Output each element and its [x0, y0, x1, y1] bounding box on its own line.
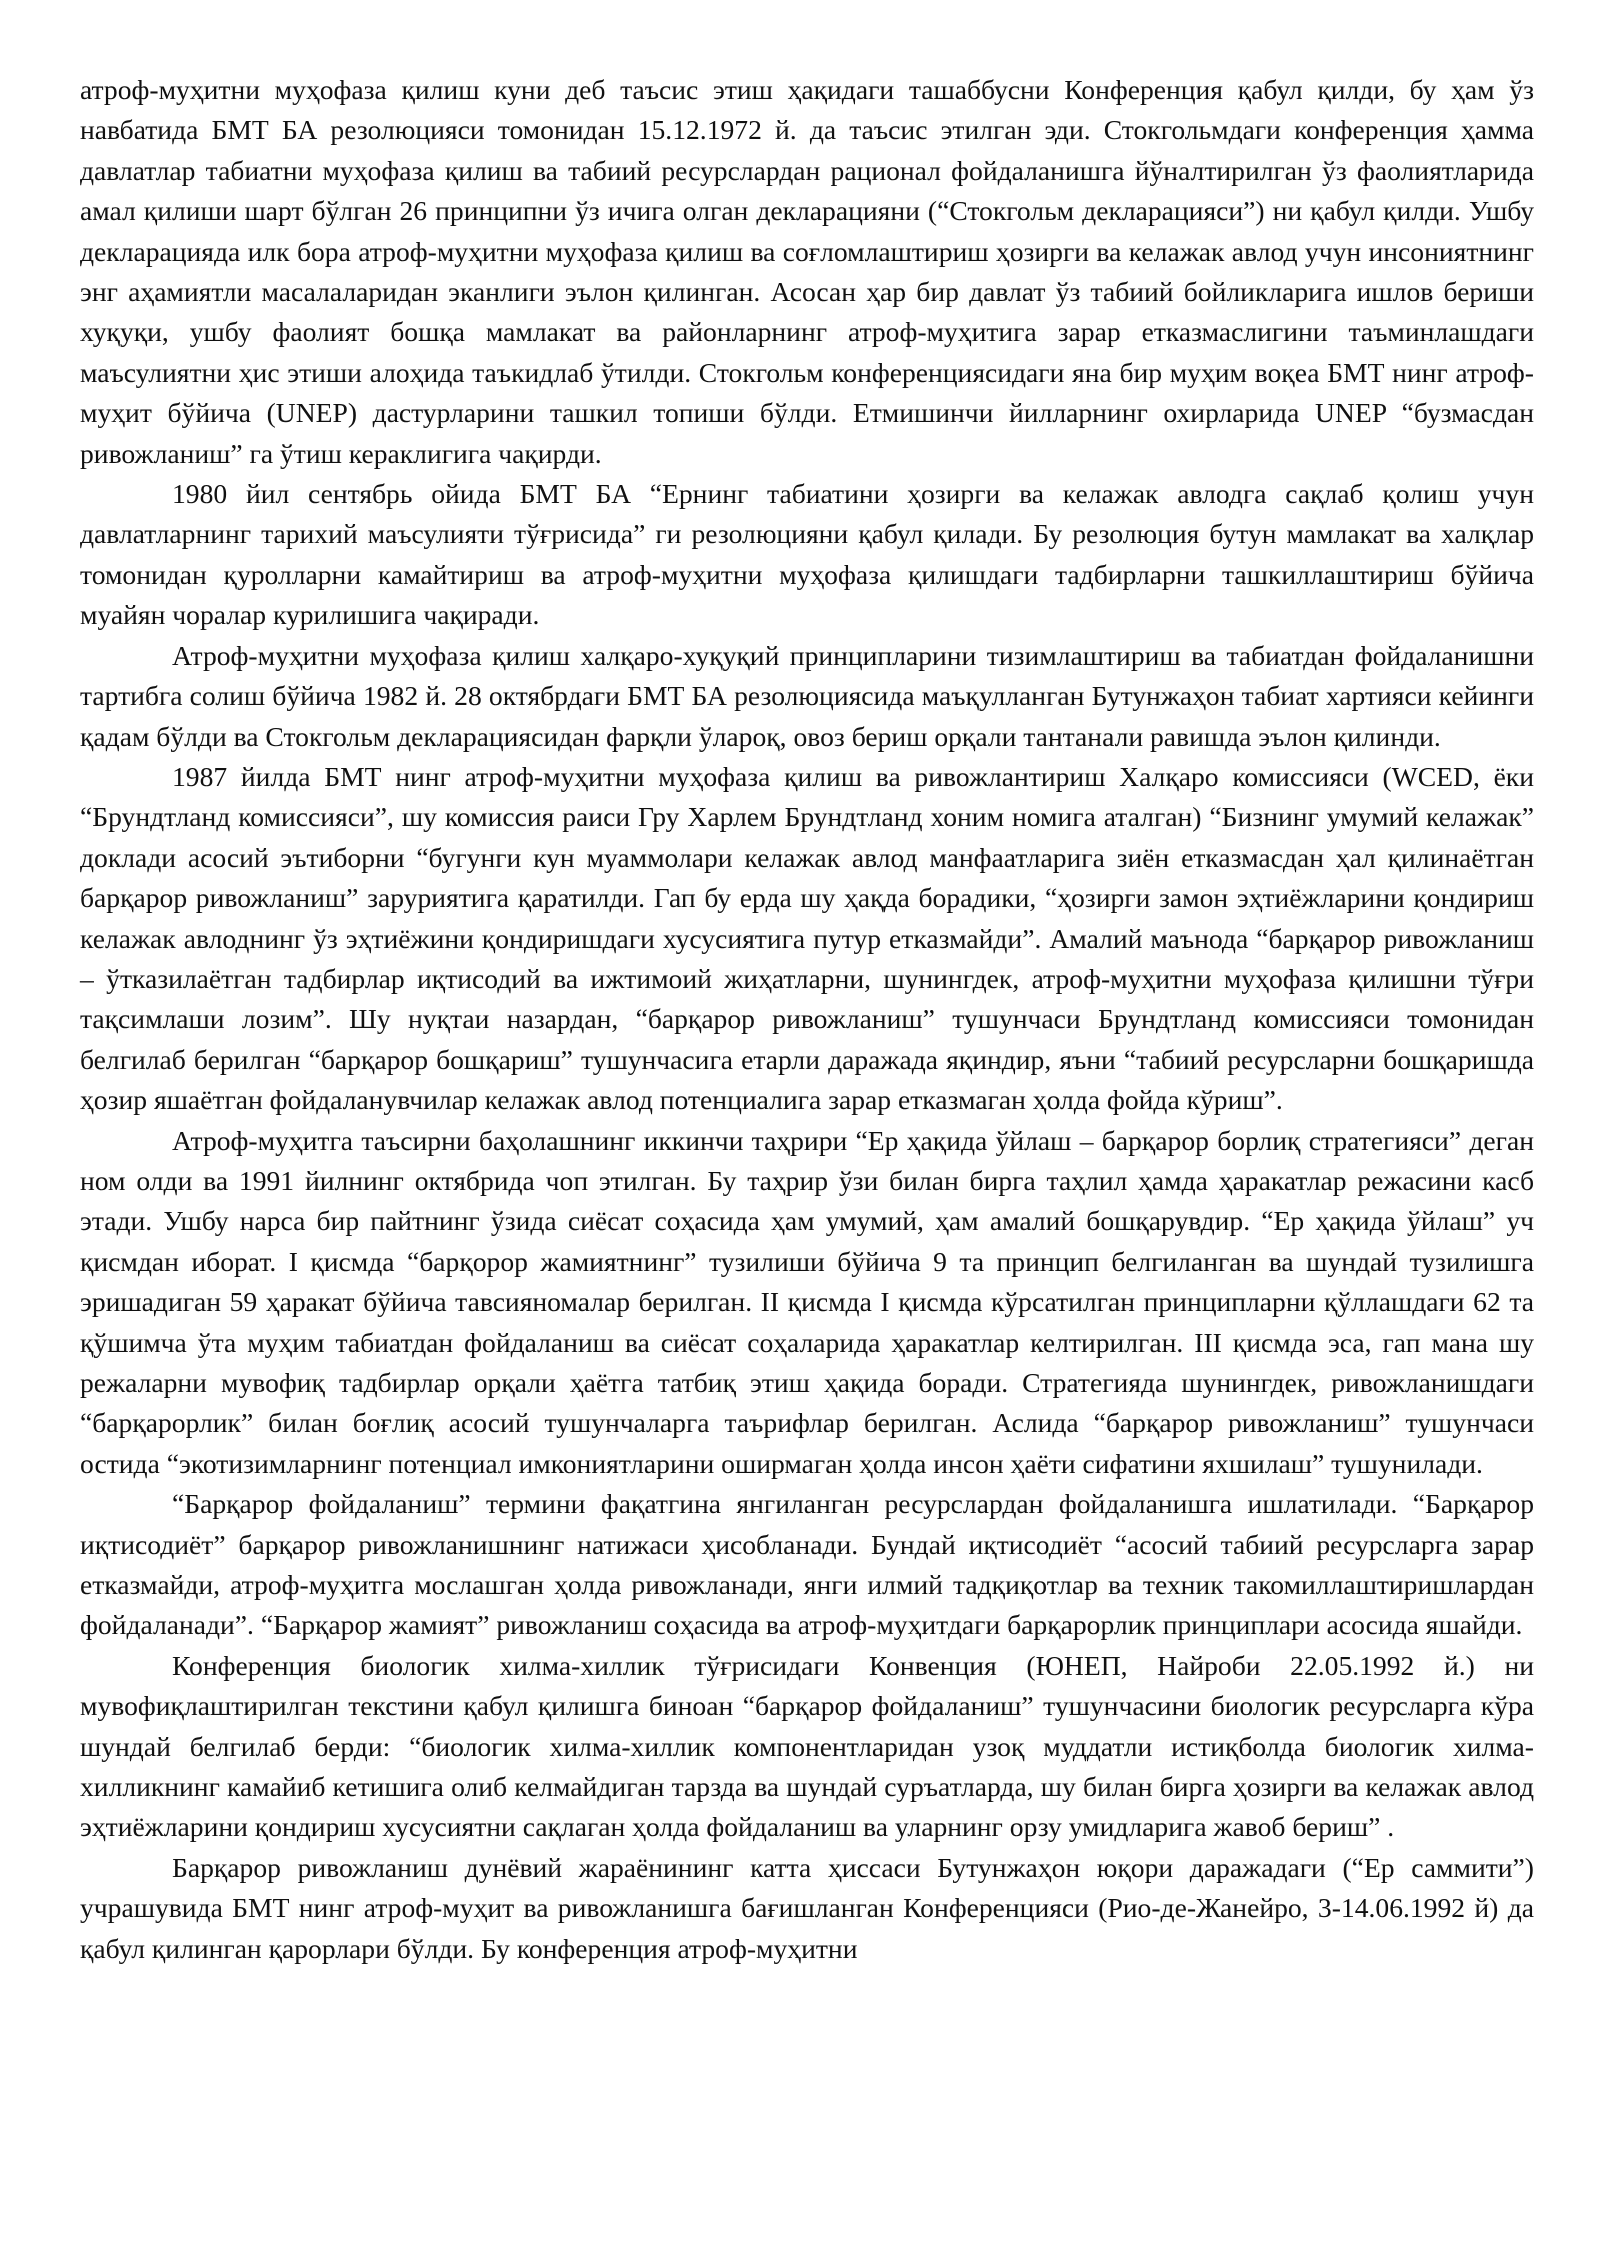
- paragraph-1: атроф-муҳитни муҳофаза қилиш куни деб таъсис этиш ҳақидаги ташаббусни Конференция қабул қилди, бу ҳам ўз навбатида БМТ БА резолюцияси томонидан 15.12.1972 й. да таъсис этилган эди. Стокгольмдаги конференция ҳамма давлатлар табиатни муҳофаза қилиш ва табиий ресурслардан рационал фойдаланишга йўналтирилган ўз фаолиятларида амал қилиши шарт бўлган 26 принципни ўз ичига олган декларацияни (“Стокгольм декларацияси”) ни қабул қилди. Ушбу декларацияда илк бора атроф-муҳитни муҳофаза қилиш ва соғломлаштириш ҳозирги ва келажак авлод учун инсониятнинг энг аҳамиятли масалаларидан эканлиги эълон қилинган. Асосан ҳар бир давлат ўз табиий бойликларига ишлов бериши хуқуқи, ушбу фаолият бошқа мамлакат ва районларнинг атроф-муҳитига зарар етказмаслигини таъминлашдаги маъсулиятни ҳис этиши алоҳида таъкидлаб ўтилди. Стокгольм конференциясидаги яна бир муҳим воқеа БМТ нинг атроф-муҳит бўйича (UNEP) дастурларини ташкил топиши бўлди. Етмишинчи йилларнинг охирларида UNEP “бузмасдан ривожланиш” га ўтиш кераклигига чақирди.: [80, 74, 1534, 469]
- paragraph-4: 1987 йилда БМТ нинг атроф-муҳитни муҳофаза қилиш ва ривожлантириш Халқаро комиссияси (WCED, ёки “Брундтланд комиссияси”, шу комиссия раиси Гру Харлем Брундтланд хоним номига аталган) “Бизнинг умумий келажак” доклади асосий эътиборни “бугунги кун муаммолари келажак авлод манфаатларига зиён етказмасдан ҳал қилинаётган барқарор ривожланиш” заруриятига қаратилди. Гап бу ерда шу ҳақда борадики, “ҳозирги замон эҳтиёжларини қондириш келажак авлоднинг ўз эҳтиёжини қондиришдаги хусусиятига путур етказмайди”. Амалий маънода “барқарор ривожланиш – ўтказилаётган тадбирлар иқтисодий ва ижтимоий жиҳатларни, шунингдек, атроф-муҳитни муҳофаза қилишни тўғри тақсимлаши лозим”. Шу нуқтаи назардан, “барқарор ривожланиш” тушунчаси Брундтланд комиссияси томонидан белгилаб берилган “барқарор бошқариш” тушунчасига етарли даражада яқиндир, яъни “табиий ресурсларни бошқаришда ҳозир яшаётган фойдаланувчилар келажак авлод потенциалига зарар етказмаган ҳолда фойда кўриш”.: [80, 760, 1534, 1116]
- paragraph-5: Атроф-муҳитга таъсирни баҳолашнинг иккинчи таҳрири “Ер ҳақида ўйлаш – барқарор борлиқ стратегияси” деган ном олди ва 1991 йилнинг октябрида чоп этилган. Бу таҳрир ўзи билан бирга таҳлил ҳамда ҳаракатлар режасини касб этади. Ушбу нарса бир пайтнинг ўзида сиёсат соҳасида ҳам умумий, ҳам амалий бошқарувдир. “Ер ҳақида ўйлаш” уч қисмдан иборат. I қисмда “барқорор жамиятнинг” тузилиши бўйича 9 та принцип белгиланган ва шундай тузилишга эришадиган 59 ҳаракат бўйича тавсияномалар берилган. II қисмда I қисмда кўрсатилган принципларни қўллашдаги 62 та қўшимча ўта муҳим табиатдан фойдаланиш ва сиёсат соҳаларида ҳаракатлар келтирилган. III қисмда эса, гап мана шу режаларни мувофиқ тадбирлар орқали ҳаётга татбиқ этиш ҳақида боради. Стратегияда шунингдек, ривожланишдаги “барқарорлик” билан боғлиқ асосий тушунчаларга таърифлар берилган. Аслида “барқарор ривожланиш” тушунчаси остида “экотизимларнинг потенциал имкониятларини оширмаган ҳолда инсон ҳаёти сифатини яхшилаш” тушунилади.: [80, 1124, 1534, 1479]
- paragraph-2: 1980 йил сентябрь ойида БМТ БА “Ернинг табиатини ҳозирги ва келажак авлодга сақлаб қолиш учун давлатларнинг тарихий маъсулияти тўғрисида” ги резолюцияни қабул қилади. Бу резолюция бутун мамлакат ва халқлар томонидан қуролларни камайтириш ва атроф-муҳитни муҳофаза қилишдаги тадбирларни ташкиллаштириш бўйича муайян чоралар курилишига чақиради.: [80, 478, 1534, 631]
- paragraph-6: “Барқарор фойдаланиш” термини фақатгина янгиланган ресурслардан фойдаланишга ишлатилади. “Барқарор иқтисодиёт” барқарор ривожланишнинг натижаси ҳисобланади. Бундай иқтисодиёт “асосий табиий ресурсларга зарар етказмайди, атроф-муҳитга мослашган ҳолда ривожланади, янги илмий тадқиқотлар ва техник такомиллаштиришлардан фойдаланади”. “Барқарор жамият” ривожланиш соҳасида ва атроф-муҳитдаги барқарорлик принциплари асосида яшайди.: [80, 1488, 1534, 1641]
- paragraph-8: Барқарор ривожланиш дунёвий жараёнининг катта ҳиссаси Бутунжаҳон юқори даражадаги (“Ер саммити”) учрашувида БМТ нинг атроф-муҳит ва ривожланишга бағишланган Конференцияси (Рио-де-Жанейро, 3-14.06.1992 й) да қабул қилинган қарорлари бўлди. Бу конференция атроф-муҳитни: [80, 1851, 1534, 1964]
- paragraph-3: Атроф-муҳитни муҳофаза қилиш халқаро-хуқуқий принципларини тизимлаштириш ва табиатдан фойдаланишни тартибга солиш бўйича 1982 й. 28 октябрдаги БМТ БА резолюциясида маъқулланган Бутунжаҳон табиат хартияси кейинги қадам бўлди ва Стокгольм декларациясидан фарқли ўлароқ, овоз бериш орқали тантанали равишда эълон қилинди.: [80, 639, 1534, 752]
- paragraph-7: Конференция биологик хилма-хиллик тўғрисидаги Конвенция (ЮНЕП, Найроби 22.05.1992 й.) ни мувофиқлаштирилган текстини қабул қилишга биноан “барқарор фойдаланиш” тушунчасини биологик ресурсларга кўра шундай белгилаб берди: “биологик хилма-хиллик компонентларидан узоқ муддатли истиқболда биологик хилма-хилликнинг камайиб кетишига олиб келмайдиган тарзда ва шундай суръатларда, шу билан бирга ҳозирги ва келажак авлод эҳтиёжларини қондириш хусусиятни сақлаган ҳолда фойдаланиш ва уларнинг орзу умидларига жавоб бериш” .: [80, 1649, 1534, 1843]
